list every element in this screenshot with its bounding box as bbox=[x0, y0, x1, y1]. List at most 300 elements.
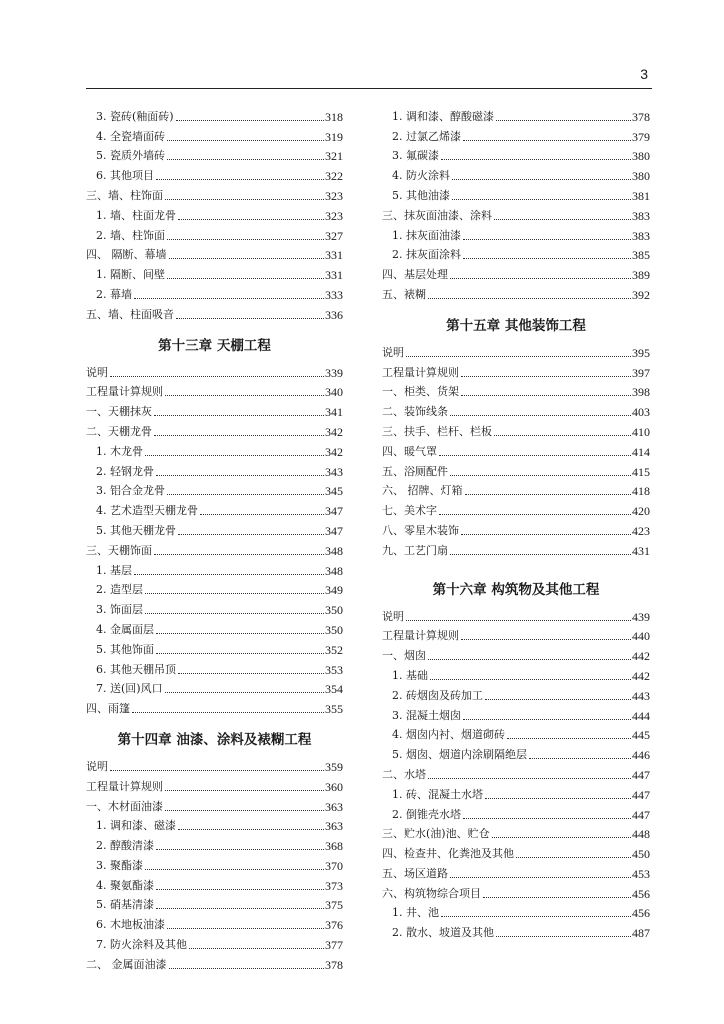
toc-entry bbox=[86, 677, 343, 697]
toc-entry-page: 349 bbox=[325, 583, 343, 598]
toc-entry bbox=[382, 380, 650, 400]
toc-entry-title: 一、柜类、货架 bbox=[382, 385, 459, 399]
toc-entry-page: 385 bbox=[632, 248, 650, 263]
toc-entry-title: 二、装饰线条 bbox=[382, 405, 448, 419]
toc-entry-page: 370 bbox=[325, 858, 343, 873]
toc-left-column bbox=[86, 104, 343, 972]
toc-entry-page: 442 bbox=[632, 649, 650, 664]
toc-entry bbox=[86, 597, 343, 617]
chapter-16-heading: 第十六章 构筑物及其他工程 bbox=[432, 581, 600, 598]
toc-entry-page: 348 bbox=[325, 563, 343, 578]
dot-leader bbox=[450, 554, 631, 555]
toc-entry-title: 1. 基层 bbox=[96, 563, 132, 577]
toc-entry-title: 2. 过氯乙烯漆 bbox=[392, 129, 461, 143]
toc-entry-title: 二、水塔 bbox=[382, 767, 426, 781]
toc-entry-page: 447 bbox=[632, 807, 650, 822]
toc-entry-page: 397 bbox=[632, 365, 650, 380]
dot-leader bbox=[200, 514, 324, 515]
toc-entry-title: 2. 轻钢龙骨 bbox=[96, 464, 154, 478]
dot-leader bbox=[165, 692, 324, 693]
toc-entry-page: 380 bbox=[632, 169, 650, 184]
dot-leader bbox=[156, 849, 324, 850]
dot-leader bbox=[461, 376, 631, 377]
toc-entry-page: 423 bbox=[632, 523, 650, 538]
toc-entry-page: 363 bbox=[325, 799, 343, 814]
toc-entry-title: 七、美术字 bbox=[382, 504, 437, 518]
toc-entry-page: 450 bbox=[632, 847, 650, 862]
toc-entry-page: 348 bbox=[325, 543, 343, 558]
toc-entry-title: 四、 隔断、幕墙 bbox=[86, 248, 167, 262]
dot-leader bbox=[156, 653, 324, 654]
toc-entry bbox=[86, 853, 343, 873]
toc-entry bbox=[382, 104, 650, 124]
toc-entry-page: 354 bbox=[325, 682, 343, 697]
dot-leader bbox=[430, 679, 631, 680]
dot-leader bbox=[178, 673, 324, 674]
toc-entry-title: 三、抹灰面油漆、涂料 bbox=[382, 208, 492, 222]
dot-leader bbox=[145, 613, 324, 614]
dot-leader bbox=[450, 278, 631, 279]
toc-entry-page: 333 bbox=[325, 287, 343, 302]
toc-entry bbox=[86, 360, 343, 380]
toc-entry-page: 447 bbox=[632, 787, 650, 802]
toc-entry-title: 3. 瓷砖(釉面砖) bbox=[96, 109, 174, 123]
toc-entry bbox=[86, 637, 343, 657]
dot-leader bbox=[167, 278, 324, 279]
dot-leader bbox=[428, 298, 631, 299]
toc-entry bbox=[382, 538, 650, 558]
toc-entry-page: 323 bbox=[325, 188, 343, 203]
dot-leader bbox=[165, 395, 324, 396]
toc-entry-title: 三、扶手、栏杆、栏板 bbox=[382, 424, 492, 438]
toc-entry-title: 四、雨篷 bbox=[86, 702, 130, 716]
toc-entry-title: 四、检查井、化粪池及其他 bbox=[382, 847, 514, 861]
dot-leader bbox=[428, 659, 631, 660]
dot-leader bbox=[494, 219, 631, 220]
toc-entry bbox=[86, 814, 343, 834]
toc-entry bbox=[86, 952, 343, 972]
toc-entry bbox=[382, 282, 650, 302]
toc-entry-title: 工程量计算规则 bbox=[86, 385, 163, 399]
dot-leader bbox=[178, 219, 324, 220]
toc-entry-title: 1. 调和漆、醇酸磁漆 bbox=[392, 109, 494, 123]
dot-leader bbox=[156, 633, 324, 634]
dot-leader bbox=[154, 554, 324, 555]
dot-leader bbox=[167, 928, 324, 929]
toc-entry-title: 1. 井、池 bbox=[392, 906, 439, 920]
toc-entry-page: 442 bbox=[632, 668, 650, 683]
toc-entry-title: 1. 基础 bbox=[392, 668, 428, 682]
toc-entry-page: 453 bbox=[632, 866, 650, 881]
toc-entry bbox=[382, 183, 650, 203]
dot-leader bbox=[154, 435, 324, 436]
toc-entry bbox=[382, 643, 650, 663]
dot-leader bbox=[167, 239, 324, 240]
toc-entry-title: 四、暖气罩 bbox=[382, 444, 437, 458]
dot-leader bbox=[494, 435, 631, 436]
toc-group bbox=[382, 104, 650, 302]
toc-entry bbox=[86, 558, 343, 578]
dot-leader bbox=[529, 758, 631, 759]
toc-entry bbox=[86, 302, 343, 322]
dot-leader bbox=[406, 620, 631, 621]
toc-entry-page: 418 bbox=[632, 484, 650, 499]
dot-leader bbox=[178, 829, 324, 830]
toc-entry-page: 353 bbox=[325, 662, 343, 677]
toc-entry bbox=[86, 932, 343, 952]
dot-leader bbox=[154, 415, 324, 416]
dot-leader bbox=[463, 239, 631, 240]
toc-entry-page: 347 bbox=[325, 523, 343, 538]
toc-entry-title: 4. 艺术造型天棚龙骨 bbox=[96, 504, 198, 518]
toc-entry-title: 3. 聚酯漆 bbox=[96, 858, 143, 872]
toc-entry-title: 5. 瓷质外墙砖 bbox=[96, 149, 165, 163]
toc-entry-page: 373 bbox=[325, 878, 343, 893]
toc-entry-title: 1. 抹灰面油漆 bbox=[392, 228, 461, 242]
toc-entry-page: 378 bbox=[632, 109, 650, 124]
dot-leader bbox=[485, 699, 631, 700]
dot-leader bbox=[156, 889, 324, 890]
toc-entry bbox=[86, 144, 343, 164]
toc-entry-page: 375 bbox=[325, 898, 343, 913]
dot-leader bbox=[165, 199, 324, 200]
toc-group bbox=[382, 604, 650, 941]
dot-leader bbox=[134, 574, 324, 575]
toc-entry bbox=[86, 282, 343, 302]
toc-entry bbox=[86, 399, 343, 419]
toc-entry bbox=[86, 774, 343, 794]
toc-entry-page: 380 bbox=[632, 149, 650, 164]
toc-entry-page: 448 bbox=[632, 827, 650, 842]
toc-entry-page: 339 bbox=[325, 365, 343, 380]
toc-entry-title: 说明 bbox=[382, 609, 404, 623]
dot-leader bbox=[492, 837, 631, 838]
dot-leader bbox=[450, 877, 631, 878]
dot-leader bbox=[167, 140, 324, 141]
toc-entry-title: 三、墙、柱饰面 bbox=[86, 188, 163, 202]
toc-entry bbox=[382, 762, 650, 782]
toc-group bbox=[86, 754, 343, 972]
toc-entry bbox=[86, 696, 343, 716]
toc-entry-page: 403 bbox=[632, 405, 650, 420]
toc-entry-page: 318 bbox=[325, 109, 343, 124]
toc-entry bbox=[86, 754, 343, 774]
dot-leader bbox=[465, 494, 632, 495]
dot-leader bbox=[167, 494, 324, 495]
toc-entry-title: 一、烟囱 bbox=[382, 649, 426, 663]
toc-entry bbox=[86, 833, 343, 853]
toc-entry-page: 415 bbox=[632, 464, 650, 479]
dot-leader bbox=[132, 712, 324, 713]
toc-entry-page: 376 bbox=[325, 918, 343, 933]
toc-entry bbox=[382, 841, 650, 861]
toc-entry-title: 1. 砖、混凝土水塔 bbox=[392, 787, 483, 801]
dot-leader bbox=[483, 897, 631, 898]
toc-entry-page: 352 bbox=[325, 642, 343, 657]
toc-entry-title: 7. 送(回)风口 bbox=[96, 682, 163, 696]
toc-entry-title: 2. 造型层 bbox=[96, 583, 143, 597]
toc-entry bbox=[86, 104, 343, 124]
toc-entry bbox=[382, 822, 650, 842]
toc-entry bbox=[382, 144, 650, 164]
toc-entry-page: 446 bbox=[632, 748, 650, 763]
toc-entry-page: 445 bbox=[632, 728, 650, 743]
toc-group bbox=[382, 340, 650, 558]
dot-leader bbox=[176, 318, 324, 319]
toc-entry bbox=[86, 439, 343, 459]
dot-leader bbox=[485, 798, 631, 799]
dot-leader bbox=[176, 120, 324, 121]
toc-entry bbox=[382, 124, 650, 144]
toc-entry-page: 456 bbox=[632, 906, 650, 921]
toc-entry-page: 420 bbox=[632, 504, 650, 519]
toc-entry-page: 377 bbox=[325, 938, 343, 953]
toc-entry-page: 487 bbox=[632, 926, 650, 941]
toc-entry-page: 363 bbox=[325, 819, 343, 834]
toc-entry bbox=[382, 518, 650, 538]
header-rule bbox=[86, 88, 652, 89]
dot-leader bbox=[145, 869, 324, 870]
toc-group bbox=[86, 360, 343, 716]
toc-entry-title: 7. 防火涂料及其他 bbox=[96, 938, 187, 952]
toc-entry-page: 336 bbox=[325, 307, 343, 322]
toc-entry-title: 2. 砖烟囱及砖加工 bbox=[392, 688, 483, 702]
dot-leader bbox=[169, 968, 325, 969]
toc-entry-title: 1. 木龙骨 bbox=[96, 444, 143, 458]
dot-leader bbox=[189, 948, 324, 949]
toc-entry-page: 439 bbox=[632, 609, 650, 624]
toc-entry bbox=[86, 262, 343, 282]
toc-entry-page: 389 bbox=[632, 268, 650, 283]
dot-leader bbox=[156, 908, 324, 909]
toc-entry bbox=[86, 617, 343, 637]
toc-entry-page: 379 bbox=[632, 129, 650, 144]
toc-entry-page: 342 bbox=[325, 424, 343, 439]
toc-entry-page: 410 bbox=[632, 424, 650, 439]
dot-leader bbox=[463, 140, 631, 141]
toc-entry bbox=[86, 518, 343, 538]
toc-entry bbox=[86, 794, 343, 814]
toc-entry-page: 323 bbox=[325, 208, 343, 223]
toc-entry bbox=[86, 183, 343, 203]
dot-leader bbox=[463, 719, 631, 720]
dot-leader bbox=[463, 818, 631, 819]
toc-entry bbox=[382, 861, 650, 881]
dot-leader bbox=[496, 120, 631, 121]
toc-entry-title: 5. 其他天棚龙骨 bbox=[96, 523, 176, 537]
toc-entry bbox=[382, 683, 650, 703]
dot-leader bbox=[452, 199, 631, 200]
toc-entry bbox=[382, 782, 650, 802]
toc-entry bbox=[382, 163, 650, 183]
toc-entry bbox=[382, 723, 650, 743]
toc-entry-title: 九、工艺门扇 bbox=[382, 543, 448, 557]
toc-entry-page: 355 bbox=[325, 702, 343, 717]
toc-entry-title: 5. 其他油漆 bbox=[392, 188, 450, 202]
toc-entry-title: 1. 调和漆、磁漆 bbox=[96, 819, 176, 833]
toc-entry-title: 说明 bbox=[382, 345, 404, 359]
toc-entry bbox=[382, 479, 650, 499]
toc-entry-page: 340 bbox=[325, 385, 343, 400]
chapter-13-heading: 第十三章 天棚工程 bbox=[158, 337, 271, 354]
toc-entry-page: 414 bbox=[632, 444, 650, 459]
toc-entry-title: 工程量计算规则 bbox=[86, 779, 163, 793]
toc-entry-title: 2. 醇酸清漆 bbox=[96, 839, 154, 853]
toc-entry-title: 5. 其他饰面 bbox=[96, 642, 154, 656]
toc-entry bbox=[382, 340, 650, 360]
toc-entry-title: 说明 bbox=[86, 759, 108, 773]
toc-entry-title: 4. 烟囱内衬、烟道砌砖 bbox=[392, 728, 505, 742]
toc-entry bbox=[86, 419, 343, 439]
toc-entry bbox=[86, 163, 343, 183]
dot-leader bbox=[178, 534, 324, 535]
page-number: 3 bbox=[640, 66, 648, 82]
toc-entry-page: 444 bbox=[632, 708, 650, 723]
toc-entry bbox=[382, 243, 650, 263]
dot-leader bbox=[145, 593, 324, 594]
toc-entry-title: 2. 散水、坡道及其他 bbox=[392, 926, 494, 940]
toc-entry-page: 440 bbox=[632, 629, 650, 644]
toc-entry-page: 359 bbox=[325, 759, 343, 774]
toc-entry-title: 4. 金属面层 bbox=[96, 622, 154, 636]
toc-entry-title: 说明 bbox=[86, 365, 108, 379]
toc-right-column bbox=[382, 104, 650, 940]
toc-entry bbox=[86, 873, 343, 893]
dot-leader bbox=[145, 455, 324, 456]
toc-entry-title: 2. 倒锥壳水塔 bbox=[392, 807, 461, 821]
toc-entry-page: 392 bbox=[632, 287, 650, 302]
toc-entry bbox=[86, 380, 343, 400]
dot-leader bbox=[441, 916, 631, 917]
toc-entry-page: 383 bbox=[632, 228, 650, 243]
toc-entry bbox=[382, 439, 650, 459]
dot-leader bbox=[441, 159, 631, 160]
toc-entry-title: 1. 隔断、间壁 bbox=[96, 268, 165, 282]
toc-entry-title: 4. 全瓷墙面砖 bbox=[96, 129, 165, 143]
dot-leader bbox=[439, 514, 631, 515]
toc-entry-title: 3. 铝合金龙骨 bbox=[96, 484, 165, 498]
toc-entry-title: 八、零星木装饰 bbox=[382, 523, 459, 537]
toc-entry-page: 443 bbox=[632, 688, 650, 703]
toc-entry-title: 五、浴厕配件 bbox=[382, 464, 448, 478]
dot-leader bbox=[110, 770, 324, 771]
toc-entry-page: 321 bbox=[325, 149, 343, 164]
dot-leader bbox=[507, 738, 631, 739]
toc-entry-page: 327 bbox=[325, 228, 343, 243]
toc-entry bbox=[382, 802, 650, 822]
toc-entry-page: 347 bbox=[325, 504, 343, 519]
toc-entry bbox=[86, 657, 343, 677]
toc-entry-title: 3. 饰面层 bbox=[96, 603, 143, 617]
toc-entry-page: 342 bbox=[325, 444, 343, 459]
toc-entry-title: 工程量计算规则 bbox=[382, 365, 459, 379]
toc-entry-title: 5. 硝基清漆 bbox=[96, 898, 154, 912]
toc-entry bbox=[86, 498, 343, 518]
toc-entry-page: 322 bbox=[325, 169, 343, 184]
toc-entry-page: 331 bbox=[325, 268, 343, 283]
toc-entry-page: 378 bbox=[325, 957, 343, 972]
toc-entry bbox=[382, 203, 650, 223]
toc-group bbox=[86, 104, 343, 322]
toc-entry-page: 383 bbox=[632, 208, 650, 223]
toc-entry-title: 一、木材面油漆 bbox=[86, 799, 163, 813]
toc-entry bbox=[382, 459, 650, 479]
toc-entry bbox=[382, 262, 650, 282]
toc-entry-title: 三、贮水(油)池、贮仓 bbox=[382, 827, 490, 841]
toc-entry bbox=[382, 360, 650, 380]
dot-leader bbox=[428, 778, 631, 779]
toc-entry-title: 二、天棚龙骨 bbox=[86, 424, 152, 438]
toc-entry-page: 319 bbox=[325, 129, 343, 144]
toc-entry bbox=[382, 663, 650, 683]
toc-entry-title: 4. 防火涂料 bbox=[392, 169, 450, 183]
dot-leader bbox=[450, 415, 631, 416]
dot-leader bbox=[450, 475, 631, 476]
toc-entry-page: 343 bbox=[325, 464, 343, 479]
dot-leader bbox=[461, 639, 631, 640]
dot-leader bbox=[452, 179, 631, 180]
dot-leader bbox=[406, 356, 631, 357]
toc-entry-page: 341 bbox=[325, 405, 343, 420]
toc-entry bbox=[382, 498, 650, 518]
toc-entry bbox=[382, 419, 650, 439]
toc-entry-title: 2. 抹灰面涂料 bbox=[392, 248, 461, 262]
toc-entry bbox=[86, 203, 343, 223]
toc-entry-page: 431 bbox=[632, 543, 650, 558]
toc-entry-title: 工程量计算规则 bbox=[382, 629, 459, 643]
dot-leader bbox=[165, 810, 324, 811]
dot-leader bbox=[463, 258, 631, 259]
toc-entry-title: 4. 聚氨酯漆 bbox=[96, 878, 154, 892]
toc-entry bbox=[382, 399, 650, 419]
toc-entry-title: 3. 混凝土烟囱 bbox=[392, 708, 461, 722]
dot-leader bbox=[439, 455, 631, 456]
dot-leader bbox=[156, 179, 324, 180]
toc-entry bbox=[382, 901, 650, 921]
dot-leader bbox=[156, 475, 324, 476]
toc-entry-title: 1. 墙、柱面龙骨 bbox=[96, 208, 176, 222]
toc-entry-title: 6. 其他天棚吊顶 bbox=[96, 662, 176, 676]
toc-entry-title: 五、场区道路 bbox=[382, 866, 448, 880]
toc-entry bbox=[382, 920, 650, 940]
toc-entry bbox=[86, 223, 343, 243]
toc-entry-title: 五、墙、柱面吸音 bbox=[86, 307, 174, 321]
toc-entry bbox=[382, 881, 650, 901]
toc-entry bbox=[382, 742, 650, 762]
toc-entry-page: 381 bbox=[632, 188, 650, 203]
toc-entry bbox=[382, 703, 650, 723]
toc-entry-page: 447 bbox=[632, 767, 650, 782]
toc-entry-page: 368 bbox=[325, 839, 343, 854]
toc-entry-page: 331 bbox=[325, 248, 343, 263]
chapter-15-heading: 第十五章 其他装饰工程 bbox=[446, 317, 586, 334]
toc-entry bbox=[86, 893, 343, 913]
chapter-14-heading: 第十四章 油漆、涂料及裱糊工程 bbox=[117, 732, 312, 749]
toc-entry-title: 六、构筑物综合项目 bbox=[382, 886, 481, 900]
toc-entry bbox=[86, 124, 343, 144]
toc-entry-title: 二、 金属面油漆 bbox=[86, 957, 167, 971]
toc-entry bbox=[86, 538, 343, 558]
toc-entry-title: 3. 氟碳漆 bbox=[392, 149, 439, 163]
toc-entry-page: 345 bbox=[325, 484, 343, 499]
toc-entry-title: 6. 其他项目 bbox=[96, 169, 154, 183]
toc-entry-title: 一、天棚抹灰 bbox=[86, 405, 152, 419]
dot-leader bbox=[516, 857, 631, 858]
toc-entry bbox=[86, 459, 343, 479]
dot-leader bbox=[134, 298, 324, 299]
toc-entry bbox=[86, 912, 343, 932]
toc-entry-title: 六、 招牌、灯箱 bbox=[382, 484, 463, 498]
